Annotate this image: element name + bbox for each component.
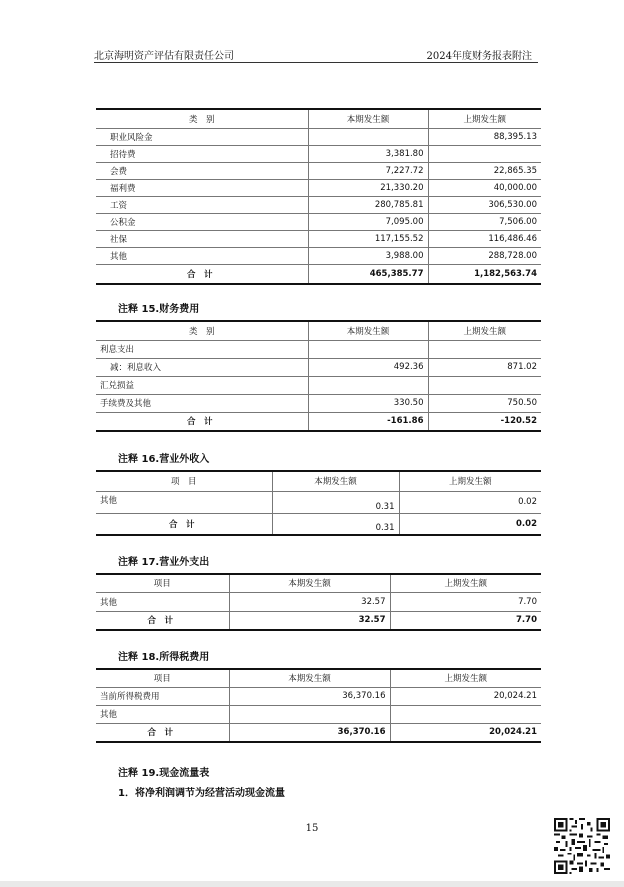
prior-value: 306,530.00 [428,196,541,213]
current-value: 32.57 [229,592,390,611]
col-header-item: 项 目 [96,471,272,491]
row-label: 社保 [96,230,308,247]
total-prior: -120.52 [428,412,541,431]
current-value: 280,785.81 [308,196,428,213]
col-header-current: 本期发生额 [272,471,399,491]
note17-non-operating-expense-table [96,573,541,631]
total-current: 465,385.77 [308,264,428,284]
row-label: 其他 [96,491,272,513]
table-row [96,340,541,358]
current-value [308,376,428,394]
current-value: 21,330.20 [308,179,428,196]
total-current: 32.57 [229,611,390,630]
row-label: 其他 [96,247,308,264]
total-prior: 7.70 [390,611,541,630]
total-current: 0.31 [272,513,399,535]
table-row [96,128,541,145]
page-number: 15 [305,823,319,834]
note15-finance-cost-table [96,320,541,432]
col-header-current: 本期发生额 [229,574,390,592]
table-header-row [96,471,541,491]
prior-value: 0.02 [399,491,541,513]
note15-title: 注释 15.财务费用 [118,304,200,315]
table-row [96,705,541,723]
row-label: 利息支出 [96,340,308,358]
current-value: 492.36 [308,358,428,376]
row-label: 手续费及其他 [96,394,308,412]
prior-value: 20,024.21 [390,687,541,705]
col-header-current: 本期发生额 [308,321,428,340]
col-header-prior: 上期发生额 [399,471,541,491]
table-header-row [96,574,541,592]
prior-value [428,340,541,358]
total-label: 合 计 [96,611,229,630]
prior-value: 871.02 [428,358,541,376]
prior-value: 22,865.35 [428,162,541,179]
note19-subtitle: 1．将净利润调节为经营活动现金流量 [118,788,285,799]
note17-title: 注释 17.营业外支出 [118,557,210,568]
table-row [96,145,541,162]
current-value: 117,155.52 [308,230,428,247]
admin-expense-table [96,108,541,285]
row-label: 其他 [96,705,229,723]
prior-value [390,705,541,723]
current-value [308,128,428,145]
total-current: -161.86 [308,412,428,431]
total-label: 合 计 [96,264,308,284]
col-header-item: 项目 [96,669,229,687]
current-value [229,705,390,723]
prior-value: 88,395.13 [428,128,541,145]
table-row [96,491,541,513]
col-header-item: 项目 [96,574,229,592]
row-label: 福利费 [96,179,308,196]
header-divider [94,62,538,63]
total-row [96,264,541,284]
prior-value: 7.70 [390,592,541,611]
row-label: 职业风险金 [96,128,308,145]
table-header-row [96,109,541,128]
total-label: 合 计 [96,412,308,431]
table-row [96,592,541,611]
table-row [96,179,541,196]
table-row [96,687,541,705]
col-header-category: 类 别 [96,321,308,340]
current-value [308,340,428,358]
row-label: 当前所得税费用 [96,687,229,705]
table-row [96,162,541,179]
header-report-title: 2024年度财务报表附注 [426,51,532,62]
total-prior: 0.02 [399,513,541,535]
prior-value: 288,728.00 [428,247,541,264]
row-label: 其他 [96,592,229,611]
total-prior: 20,024.21 [390,723,541,742]
header-company: 北京海明资产评估有限责任公司 [94,51,234,62]
table-row [96,230,541,247]
page-bottom-edge [0,881,624,887]
prior-value [428,145,541,162]
current-value: 36,370.16 [229,687,390,705]
table-row [96,196,541,213]
row-label: 公积金 [96,213,308,230]
row-label: 汇兑损益 [96,376,308,394]
row-label: 工资 [96,196,308,213]
col-header-category: 类 别 [96,109,308,128]
table-row [96,394,541,412]
table-row [96,213,541,230]
col-header-prior: 上期发生额 [428,321,541,340]
current-value: 7,227.72 [308,162,428,179]
current-value: 7,095.00 [308,213,428,230]
prior-value: 116,486.46 [428,230,541,247]
note19-title: 注释 19.现金流量表 [118,768,210,779]
row-label: 减：利息收入 [96,358,308,376]
row-label: 会费 [96,162,308,179]
col-header-prior: 上期发生额 [390,669,541,687]
row-label: 招待费 [96,145,308,162]
prior-value [428,376,541,394]
total-current: 36,370.16 [229,723,390,742]
current-value: 3,988.00 [308,247,428,264]
col-header-prior: 上期发生额 [390,574,541,592]
prior-value: 40,000.00 [428,179,541,196]
total-row [96,723,541,742]
qr-code-icon [554,818,610,874]
total-row [96,412,541,431]
table-row [96,376,541,394]
current-value: 0.31 [272,491,399,513]
col-header-current: 本期发生额 [229,669,390,687]
current-value: 3,381.80 [308,145,428,162]
col-header-prior: 上期发生额 [428,109,541,128]
total-row [96,611,541,630]
note16-title: 注释 16.营业外收入 [118,454,210,465]
note16-non-operating-income-table [96,470,541,536]
col-header-current: 本期发生额 [308,109,428,128]
current-value: 330.50 [308,394,428,412]
table-row [96,358,541,376]
note18-title: 注释 18.所得税费用 [118,652,210,663]
total-label: 合 计 [96,723,229,742]
prior-value: 750.50 [428,394,541,412]
prior-value: 7,506.00 [428,213,541,230]
total-label: 合 计 [96,513,272,535]
table-header-row [96,669,541,687]
note18-income-tax-table [96,668,541,743]
total-prior: 1,182,563.74 [428,264,541,284]
table-header-row [96,321,541,340]
total-row [96,513,541,535]
table-row [96,247,541,264]
